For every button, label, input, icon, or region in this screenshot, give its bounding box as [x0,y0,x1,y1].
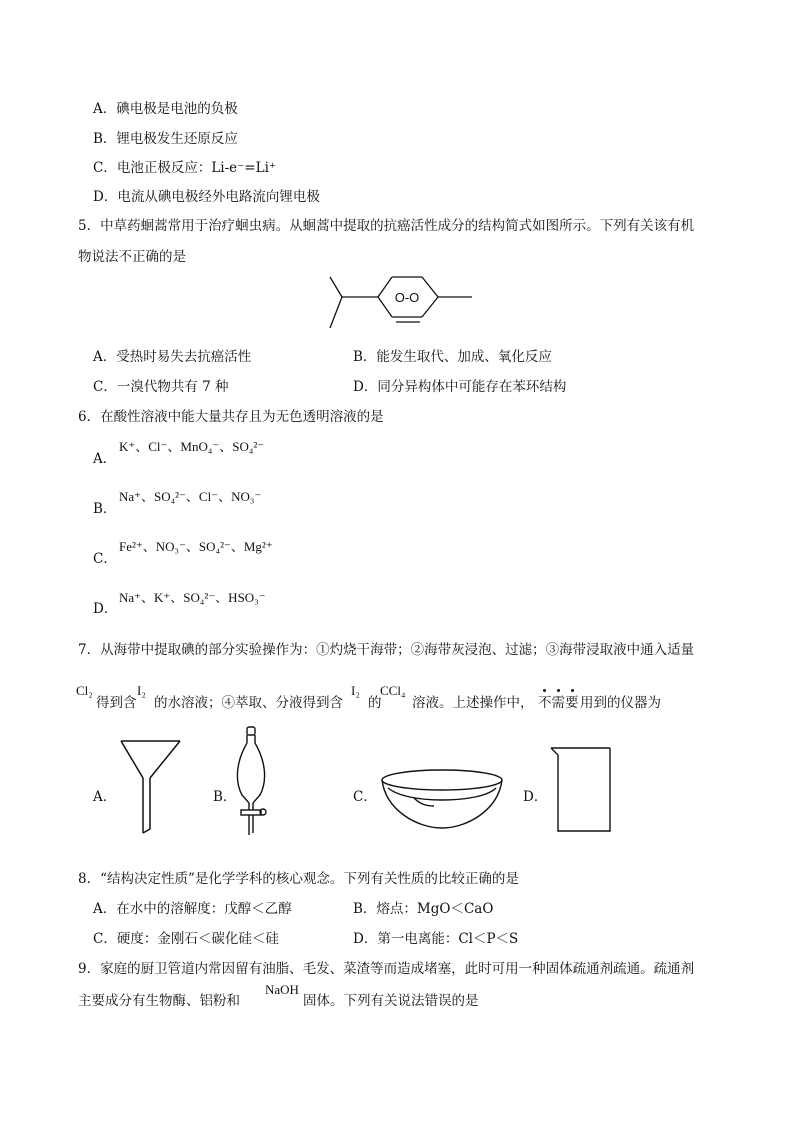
q5-stem-line1: 5．中草药蛔蒿常用于治疗蛔虫病。从蛔蒿中提取的抗癌活性成分的结构简式如图所示。下列有关该有机 [78,218,695,234]
q6-option-a-label: A． [93,451,117,467]
q6-option-c-label: C． [93,551,117,567]
q8-option-d: D．第一电离能：Cl＜P＜S [353,931,519,947]
q7-option-b: B． [213,789,237,805]
q7-option-a: A． [93,789,117,805]
q9-stem-line2b: 固体。下列有关说法错误的是 [303,993,479,1009]
q7-emphasis: 不需要 [538,695,579,711]
q8-stem: 8．“结构决定性质”是化学学科的核心观念。下列有关性质的比较正确的是 [78,871,519,887]
q7-i2-a: I₂ [137,683,146,698]
q6-option-b-ions: Na⁺、SO₄²⁻、Cl⁻、NO₃⁻ [119,489,262,504]
q7-cl2: Cl₂ [76,683,93,698]
q4-option-d: D．电流从碘电极经外电路流向锂电极 [93,189,320,205]
q4-option-c: C．电池正极反应：Li-e⁻=Li⁺ [93,160,277,176]
q6-option-d-ions: Na⁺、K⁺、SO₄²⁻、HSO₃⁻ [119,590,266,605]
q7-option-c: C． [353,789,377,805]
q7-seg3: 的 [368,695,382,711]
q4-option-a: A．碘电极是电池的负极 [93,101,238,117]
q8-option-c: C．硬度：金刚石＜碳化硅＜硅 [93,931,279,947]
q7-option-d: D． [523,789,548,805]
q5-option-c: C．一溴代物共有 7 种 [93,379,229,395]
emphasis-dot [571,689,574,692]
funnel-image [118,738,188,838]
peroxide-label: O-O [394,290,420,305]
q5-option-d: D．同分异构体中可能存在苯环结构 [353,379,567,395]
q4-option-b: B．锂电极发生还原反应 [93,131,238,147]
q7-i2-b: I₂ [351,683,360,698]
q5-structure-diagram [320,270,490,340]
q9-stem-line2a: 主要成分有生物酶、铝粉和 [78,993,240,1009]
q6-option-c-ions: Fe²⁺、NO₃⁻、SO₄²⁻、Mg²⁺ [119,539,273,554]
q6-option-d-label: D． [93,601,118,617]
q8-option-a: A．在水中的溶解度：戊醇＜乙醇 [93,901,292,917]
q7-seg4: 溶液。上述操作中， [412,695,534,711]
beaker-image [548,745,618,835]
q7-seg1: 得到含 [96,695,137,711]
q6-option-a-ions: K⁺、Cl⁻、MnO₄⁻、SO₄²⁻ [119,439,265,454]
emphasis-dot [543,689,546,692]
q6-stem: 6．在酸性溶液中能大量共存且为无色透明溶液的是 [78,409,384,425]
evaporating-dish-image [378,766,508,836]
emphasis-dot [557,689,560,692]
q5-stem-line2: 物说法不正确的是 [78,249,186,265]
q7-stem-line1: 7．从海带中提取碘的部分实验操作为：①灼烧干海带；②海带灰浸泡、过滤；③海带浸取液中通入适量 [78,642,695,658]
q7-ccl4: CCl₄ [380,683,406,698]
q5-option-b: B．能发生取代、加成、氧化反应 [353,349,552,365]
q9-naoh: NaOH [265,982,299,997]
q9-stem-line1: 9．家庭的厨卫管道内常因留有油脂、毛发、菜渣等而造成堵塞，此时可用一种固体疏通剂疏通。疏通剂 [78,961,695,977]
q7-seg2: 的水溶液；④萃取、分液得到含 [154,695,343,711]
separatory-funnel-image [232,725,272,840]
q6-option-b-label: B． [93,501,117,517]
q5-option-a: A．受热时易失去抗癌活性 [93,349,252,365]
q7-seg5: 用到的仪器为 [580,695,661,711]
q8-option-b: B．熔点：MgO＜CaO [353,901,494,917]
